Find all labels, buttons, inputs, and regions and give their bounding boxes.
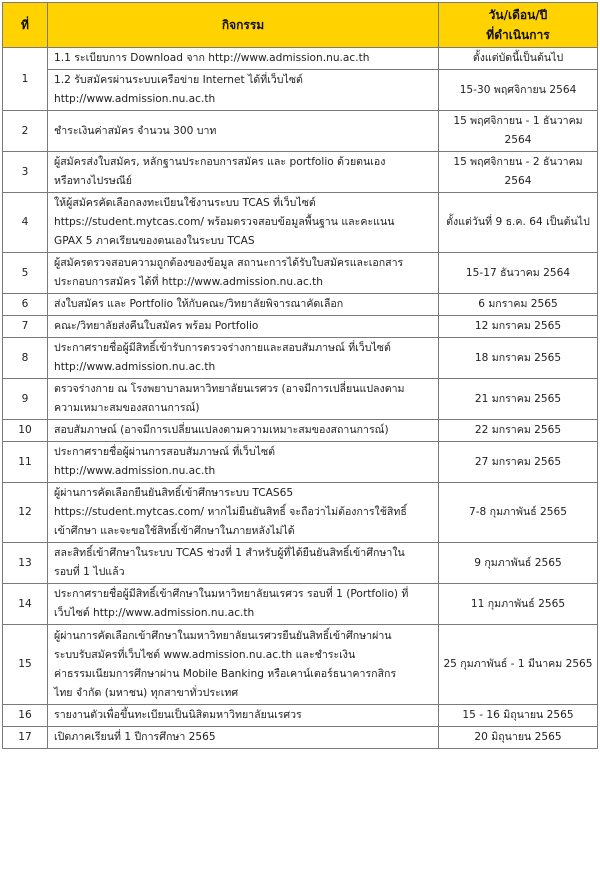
schedule-table [2,2,598,749]
activity-line: 1.1 ระเบียบการ Download จาก http://www.admission.nu.ac.th [54,52,370,64]
header-date-line1: วัน/เดือน/ปี [488,8,548,22]
row-date: ตั้งแต่บัดนี้เป็นต้นไป [439,48,598,70]
activity-line: ผู้ผ่านการคัดเลือกยืนยันสิทธิ์เข้าศึกษาระบบ TCAS65 [54,487,294,499]
row-number: 3 [3,152,48,193]
activity-line: GPAX 5 ภาคเรียนของตนเองในระบบ TCAS [54,235,255,247]
row-activity [48,316,439,338]
activity-line: คณะ/วิทยาลัยส่งคืนใบสมัคร พร้อม Portfolio [54,320,259,332]
activity-line: เข้าศึกษา และจะขอใช้สิทธิ์เข้าศึกษาในภายหลังไม่ได้ [54,525,295,537]
activity-line: ประกาศรายชื่อผู้ผ่านการสอบสัมภาษณ์ ที่เว็บไซต์ http://www.admission.nu.ac.th [54,446,276,477]
activity-line: รายงานตัวเพื่อขึ้นทะเบียนเป็นนิสิตมหาวิทยาลัยนเรศวร [54,709,302,721]
row-activity [48,379,439,420]
table-row [3,294,598,316]
row-number: 16 [3,705,48,727]
row-date: 22 มกราคม 2565 [439,420,598,442]
row-number: 2 [3,111,48,152]
activity-line: ความเหมาะสมของสถานการณ์) [54,402,200,414]
row-activity [48,543,439,584]
activity-line: ประกาศรายชื่อผู้มีสิทธิ์เข้ารับการตรวจร่างกายและสอบสัมภาษณ์ ที่เว็บไซต์ [54,342,391,354]
row-number: 15 [3,625,48,705]
activity-line: หรือทางไปรษณีย์ [54,175,132,187]
row-activity [48,420,439,442]
row-activity [48,253,439,294]
row-number: 13 [3,543,48,584]
activity-line: สละสิทธิ์เข้าศึกษาในระบบ TCAS ช่วงที่ 1 สำหรับผู้ที่ได้ยืนยันสิทธิ์เข้าศึกษาใน [54,547,405,559]
row-number: 14 [3,584,48,625]
row-number: 6 [3,294,48,316]
activity-line: ไทย จำกัด (มหาชน) ทุกสาขาทั่วประเทศ [54,686,239,699]
table-row [3,70,598,111]
row-activity [48,584,439,625]
row-date: 15-30 พฤศจิกายน 2564 [439,70,598,111]
activity-line: ผู้สมัครส่งใบสมัคร, หลักฐานประกอบการสมัคร และ portfolio ด้วยตนเอง [54,156,386,168]
row-date: ตั้งแต่วันที่ 9 ธ.ค. 64 เป็นต้นไป [439,193,598,253]
activity-line: ผู้สมัครตรวจสอบความถูกต้องของข้อมูล สถานะการได้รับใบสมัครและเอกสาร [54,257,404,269]
row-date: 15 - 16 มิถุนายน 2565 [439,705,598,727]
table-row [3,705,598,727]
activity-line: สอบสัมภาษณ์ (อาจมีการเปลี่ยนแปลงตามความเหมาะสมของสถานการณ์) [54,424,389,436]
row-number: 4 [3,193,48,253]
table-row [3,584,598,625]
row-date: 27 มกราคม 2565 [439,442,598,483]
header-date-line2: ที่ดำเนินการ [486,28,550,42]
table-row [3,48,598,70]
table-body [3,48,598,749]
row-activity [48,625,439,705]
activity-line: ชำระเงินค่าสมัคร จำนวน 300 บาท [54,124,217,137]
row-activity [48,294,439,316]
row-date: 21 มกราคม 2565 [439,379,598,420]
activity-line: เปิดภาคเรียนที่ 1 ปีการศึกษา 2565 [54,731,216,743]
table-row [3,316,598,338]
activity-line: http://www.admission.nu.ac.th [54,361,216,373]
row-number: 8 [3,338,48,379]
activity-line: ให้ผู้สมัครคัดเลือกลงทะเบียนใช้งานระบบ TCAS ที่เว็บไซต์ [54,197,316,209]
table-row [3,442,598,483]
row-activity [48,705,439,727]
activity-line: 1.2 รับสมัครผ่านระบบเครือข่าย Internet ได้ที่เว็บไซต์ [54,74,303,86]
row-activity [48,483,439,543]
table-row [3,727,598,749]
row-date: 25 กุมภาพันธ์ - 1 มีนาคม 2565 [439,625,598,705]
table-row [3,625,598,705]
row-number: 12 [3,483,48,543]
activity-line: ระบบรับสมัครที่เว็บไซต์ www.admission.nu.ac.th และชำระเงิน [54,648,356,661]
row-activity [48,70,439,111]
row-date: 15 พฤศจิกายน - 1 ธันวาคม 2564 [439,111,598,152]
row-activity [48,442,439,483]
row-activity [48,727,439,749]
header-date [439,3,598,48]
row-activity [48,111,439,152]
row-activity [48,152,439,193]
row-activity [48,338,439,379]
table-row [3,193,598,253]
row-number: 11 [3,442,48,483]
row-date: 15 พฤศจิกายน - 2 ธันวาคม 2564 [439,152,598,193]
activity-line: ประกาศรายชื่อผู้มีสิทธิ์เข้าศึกษาในมหาวิทยาลัยนเรศวร รอบที่ 1 (Portfolio) ที่ [54,588,409,600]
row-date: 12 มกราคม 2565 [439,316,598,338]
row-activity [48,193,439,253]
row-date: 18 มกราคม 2565 [439,338,598,379]
row-date: 15-17 ธันวาคม 2564 [439,253,598,294]
row-date: 11 กุมภาพันธ์ 2565 [439,584,598,625]
row-number: 1 [3,48,48,111]
table-row [3,111,598,152]
activity-line: ค่าธรรมเนียมการศึกษาผ่าน Mobile Banking หรือเคาน์เตอร์ธนาคารกสิกร [54,667,397,680]
header-row [3,3,598,48]
row-number: 17 [3,727,48,749]
activity-line: รอบที่ 1 ไปแล้ว [54,566,125,578]
activity-line: https://student.mytcas.com/ หากไม่ยืนยันสิทธิ์ จะถือว่าไม่ต้องการใช้สิทธิ์ [54,506,407,518]
table-row [3,420,598,442]
table-row [3,338,598,379]
row-date: 7-8 กุมภาพันธ์ 2565 [439,483,598,543]
activity-line: ประกอบการสมัคร ได้ที่ http://www.admission.nu.ac.th [54,276,324,288]
table-row [3,543,598,584]
activity-line: เว็บไซต์ http://www.admission.nu.ac.th [54,607,255,619]
activity-line: ตรวจร่างกาย ณ โรงพยาบาลมหาวิทยาลัยนเรศวร (อาจมีการเปลี่ยนแปลงตาม [54,383,405,395]
activity-line: ส่งใบสมัคร และ Portfolio ให้กับคณะ/วิทยาลัยพิจารณาคัดเลือก [54,298,344,310]
row-activity [48,48,439,70]
header-activity: กิจกรรม [48,3,439,48]
activity-line: ผู้ผ่านการคัดเลือกเข้าศึกษาในมหาวิทยาลัยนเรศวรยืนยันสิทธิ์เข้าศึกษาผ่าน [54,629,392,642]
table-row [3,379,598,420]
table-row [3,253,598,294]
row-date: 20 มิถุนายน 2565 [439,727,598,749]
row-number: 5 [3,253,48,294]
activity-line: https://student.mytcas.com/ พร้อมตรวจสอบข้อมูลพื้นฐาน และคะแนน [54,216,395,228]
row-number: 9 [3,379,48,420]
header-no: ที่ [3,3,48,48]
row-date: 9 กุมภาพันธ์ 2565 [439,543,598,584]
activity-line: http://www.admission.nu.ac.th [54,93,216,105]
row-date: 6 มกราคม 2565 [439,294,598,316]
row-number: 7 [3,316,48,338]
row-number: 10 [3,420,48,442]
table-row [3,483,598,543]
table-row [3,152,598,193]
